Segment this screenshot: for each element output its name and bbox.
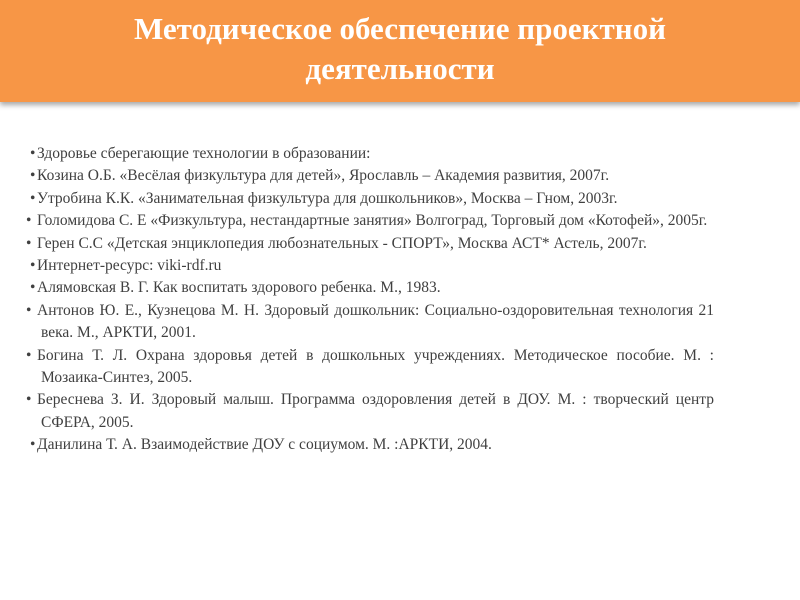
bullet-icon: •	[30, 257, 36, 275]
list-item	[30, 255, 714, 277]
bullet-icon: •	[30, 145, 36, 162]
list-item	[30, 188, 714, 210]
list-item	[30, 165, 714, 187]
list-item	[26, 210, 714, 232]
reference-text: Богина Т. Л. Охрана здоровья детей в дошкольных учреждениях. Методическое пособие. М. : Мозаика-Синтез, 2005.	[37, 346, 714, 387]
list-item	[26, 300, 714, 345]
bullet-icon: •	[30, 167, 36, 185]
reference-text: Козина О.Б. «Весёлая физкультура для детей», Ярославль – Академия развития, 2007г.	[37, 167, 610, 185]
reference-text: Здоровье сберегающие технологии в образовании:	[37, 145, 371, 162]
reference-text: Герен С.С «Детская энциклопедия любознательных - СПОРТ», Москва АСТ* Астель, 2007г.	[37, 234, 647, 252]
reference-text: Береснева З. И. Здоровый малыш. Программа оздоровления детей в ДОУ. М. : творческий центр СФЕРА, 2005.	[37, 391, 714, 431]
bullet-icon: •	[26, 212, 32, 230]
bullet-icon: •	[26, 346, 32, 364]
reference-text: Интернет-ресурс: viki-rdf.ru	[37, 257, 222, 275]
bullet-icon: •	[26, 234, 32, 252]
list-item	[26, 345, 714, 390]
bibliography-list	[26, 143, 714, 457]
bullet-icon: •	[26, 391, 32, 409]
list-item	[30, 143, 714, 165]
list-item	[30, 434, 714, 456]
bullet-icon: •	[30, 189, 36, 207]
reference-text: Голомидова С. Е «Физкультура, нестандартные занятия» Волгоград, Торговый дом «Котофей», 2005г.	[37, 212, 708, 230]
bullet-icon: •	[30, 279, 36, 297]
reference-text: Антонов Ю. Е., Кузнецова М. Н. Здоровый дошкольник: Социально-оздоровительная технология 21 века. М., АРКТИ, 2001.	[37, 301, 714, 342]
reference-text: Данилина Т. А. Взаимодействие ДОУ с социумом. М. :АРКТИ, 2004.	[37, 436, 492, 454]
slide-title: Методическое обеспечение проектной деятельности	[134, 11, 666, 86]
reference-text: Алямовская В. Г. Как воспитать здорового ребенка. М., 1983.	[37, 279, 441, 297]
reference-text: Утробина К.К. «Занимательная физкультура для дошкольников», Москва – Гном, 2003г.	[37, 189, 618, 207]
list-item	[26, 233, 714, 255]
bullet-icon: •	[30, 436, 36, 454]
list-item	[30, 277, 714, 299]
list-item	[26, 389, 714, 434]
title-banner	[0, 0, 800, 102]
bullet-icon: •	[26, 301, 32, 319]
